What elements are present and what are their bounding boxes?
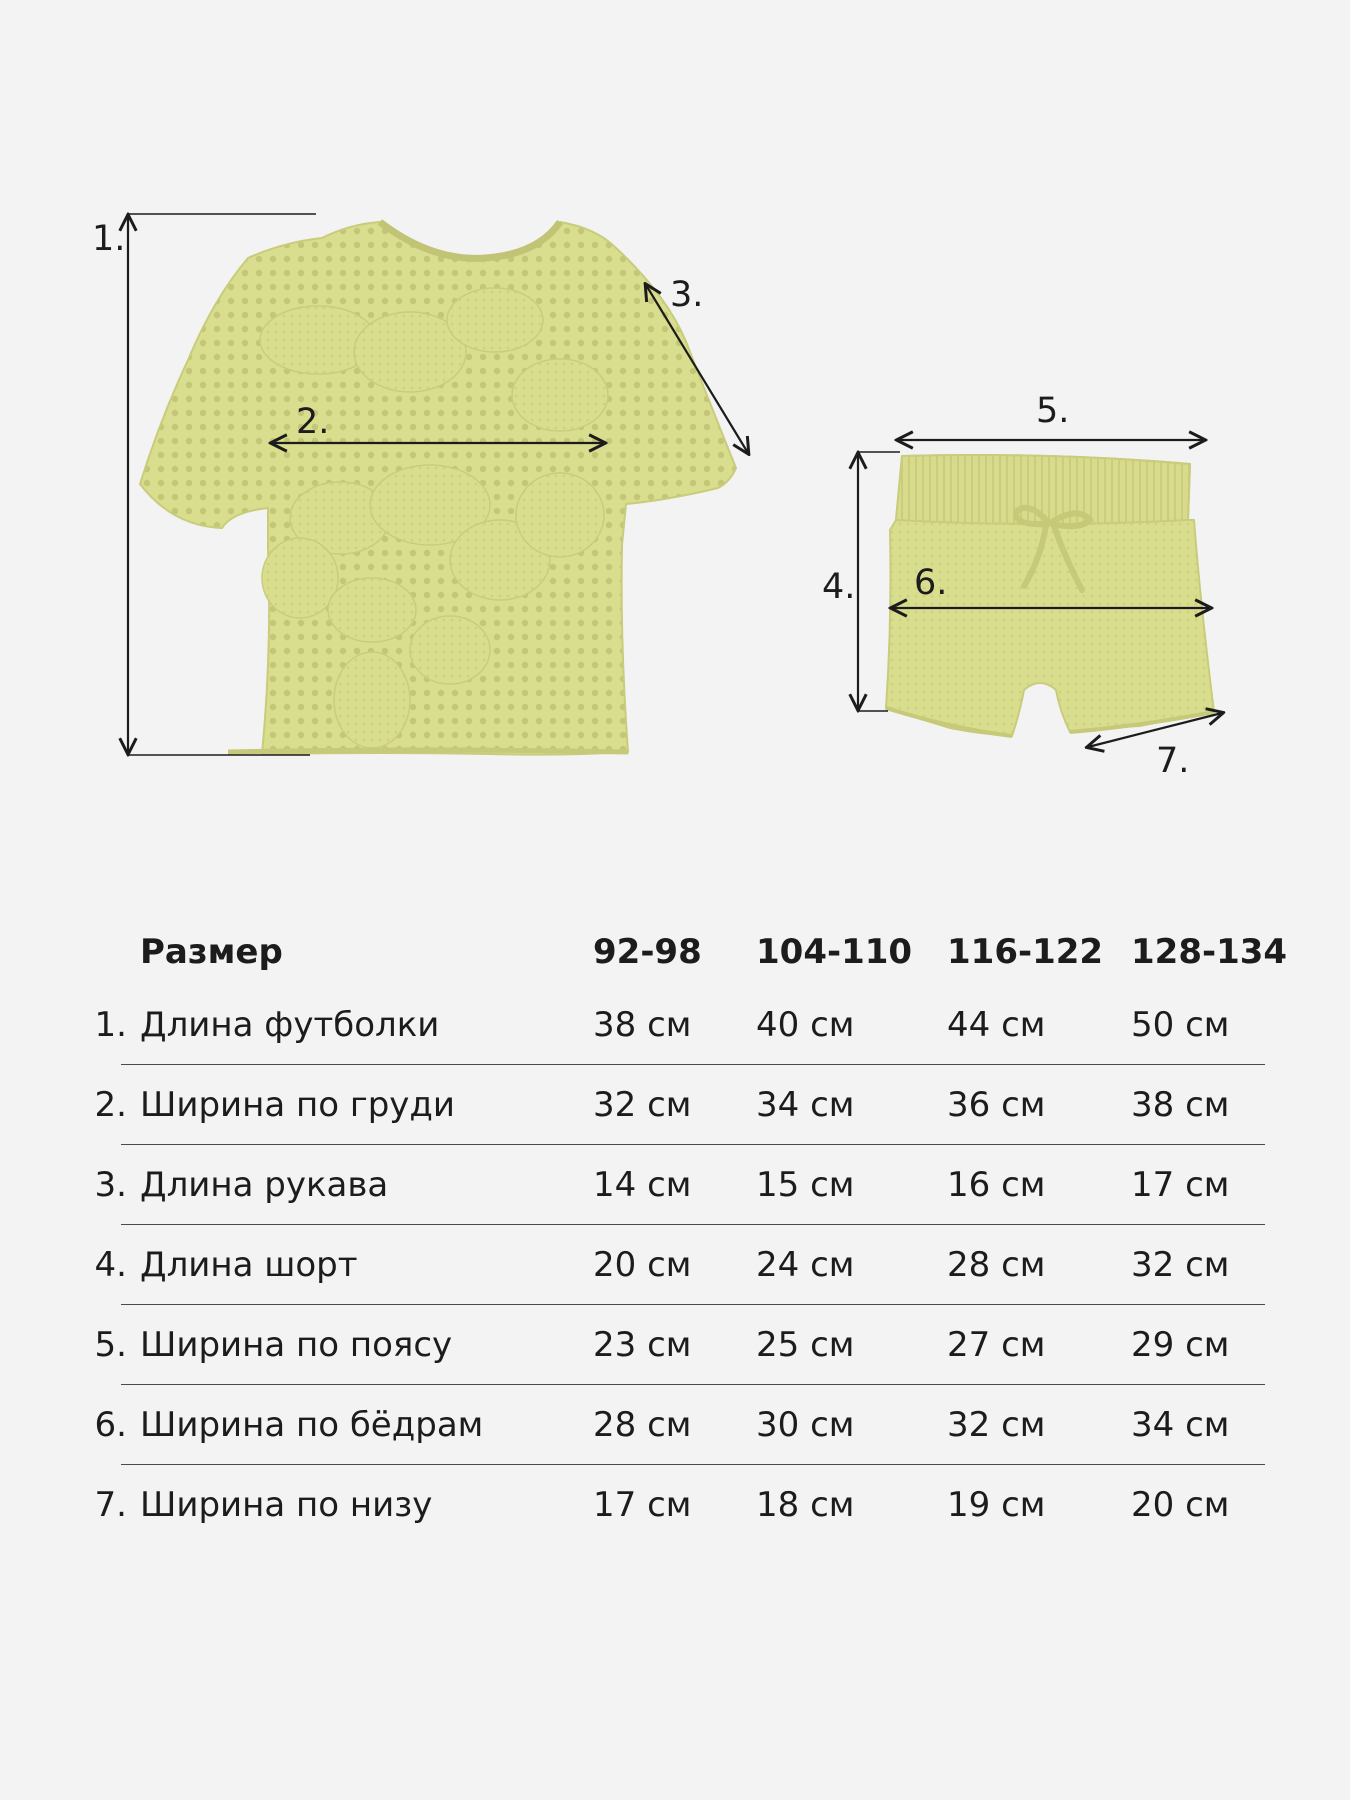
row-number: 3. <box>94 1165 127 1205</box>
row-value: 32 см <box>1131 1245 1230 1285</box>
table-row <box>90 1305 1265 1385</box>
table-row <box>90 1065 1265 1145</box>
header-size-2: 116-122 <box>947 932 1104 972</box>
label-hip-width: 6. <box>914 563 948 603</box>
row-name: Ширина по низу <box>140 1485 433 1525</box>
row-value: 40 см <box>756 1005 855 1045</box>
row-value: 34 см <box>1131 1405 1230 1445</box>
row-value: 50 см <box>1131 1005 1230 1045</box>
table-row <box>90 1465 1265 1545</box>
row-name: Длина рукава <box>140 1165 389 1205</box>
row-value: 25 см <box>756 1325 855 1365</box>
row-name: Ширина по поясу <box>140 1325 453 1365</box>
row-number: 1. <box>94 1005 127 1045</box>
label-bottom-width: 7. <box>1156 741 1190 781</box>
table-row <box>90 1225 1265 1305</box>
row-value: 27 см <box>947 1325 1046 1365</box>
row-value: 32 см <box>593 1085 692 1125</box>
header-size-label: Размер <box>140 932 283 972</box>
row-number: 7. <box>94 1485 127 1525</box>
row-value: 23 см <box>593 1325 692 1365</box>
row-value: 36 см <box>947 1085 1046 1125</box>
header-size-0: 92-98 <box>593 932 702 972</box>
row-value: 29 см <box>1131 1325 1230 1365</box>
row-value: 20 см <box>1131 1485 1230 1525</box>
row-number: 2. <box>94 1085 127 1125</box>
label-sleeve-length: 3. <box>670 275 704 315</box>
row-number: 5. <box>94 1325 127 1365</box>
row-value: 30 см <box>756 1405 855 1445</box>
row-value: 16 см <box>947 1165 1046 1205</box>
size-table <box>90 920 1288 1545</box>
row-name: Ширина по бёдрам <box>140 1405 484 1445</box>
row-value: 28 см <box>593 1405 692 1445</box>
label-shorts-length: 4. <box>822 567 856 607</box>
row-number: 4. <box>94 1245 127 1285</box>
row-name: Длина футболки <box>140 1005 440 1045</box>
row-value: 34 см <box>756 1085 855 1125</box>
table-row <box>90 985 1265 1065</box>
row-value: 44 см <box>947 1005 1046 1045</box>
row-name: Ширина по груди <box>140 1085 456 1125</box>
row-value: 38 см <box>1131 1085 1230 1125</box>
label-chest-width: 2. <box>296 402 330 442</box>
label-waist-width: 5. <box>1036 391 1070 431</box>
measurement-illustration <box>0 0 1350 820</box>
row-value: 32 см <box>947 1405 1046 1445</box>
row-value: 18 см <box>756 1485 855 1525</box>
row-value: 38 см <box>593 1005 692 1045</box>
row-value: 17 см <box>593 1485 692 1525</box>
row-value: 14 см <box>593 1165 692 1205</box>
table-row <box>90 1145 1265 1225</box>
row-value: 17 см <box>1131 1165 1230 1205</box>
label-tshirt-length: 1. <box>92 219 126 259</box>
row-value: 19 см <box>947 1485 1046 1525</box>
row-value: 20 см <box>593 1245 692 1285</box>
table-header <box>90 920 1288 985</box>
row-number: 6. <box>94 1405 127 1445</box>
table-row <box>90 1385 1265 1465</box>
row-value: 15 см <box>756 1165 855 1205</box>
row-value: 28 см <box>947 1245 1046 1285</box>
row-value: 24 см <box>756 1245 855 1285</box>
tshirt-image <box>140 222 736 755</box>
header-size-3: 128-134 <box>1131 932 1288 972</box>
header-size-1: 104-110 <box>756 932 913 972</box>
row-name: Длина шорт <box>140 1245 358 1285</box>
